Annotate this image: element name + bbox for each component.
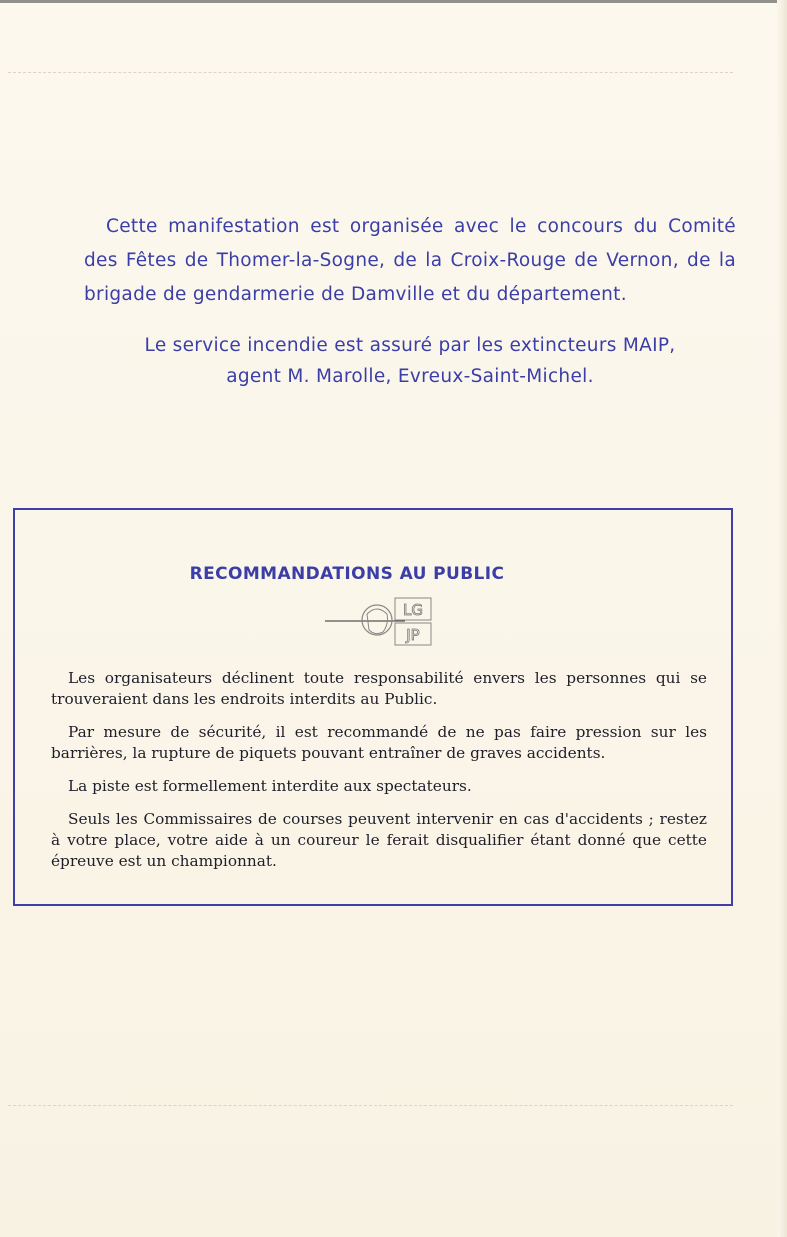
recommendations-list (51, 668, 707, 884)
fold-line-bottom (8, 1105, 733, 1106)
recommendations-box (13, 508, 733, 906)
intro-paragraph-fire-service (84, 330, 736, 392)
recommendation-barriers: Par mesure de sécurité, il est recommandé de ne pas faire pression sur les barrières, la rupture de piquets pouvant entraîner de graves accidents. (51, 723, 707, 762)
fire-service-line-1: Le service incendie est assuré par les extincteurs MAIP, (144, 335, 676, 356)
stamp-letters-top: LG (403, 601, 423, 619)
stamp-letters-bottom: JP (406, 626, 420, 644)
fire-service-line-2: agent M. Marolle, Evreux-Saint-Michel. (226, 366, 594, 387)
recommendation-commissioners: Seuls les Commissaires de courses peuvent intervenir en cas d'accidents ; restez à votre place, votre aide à un coureur le ferait disqualifier étant donné que cette épreuve est un championnat. (51, 810, 707, 870)
page-right-edge (777, 0, 787, 1237)
intro-section (84, 210, 736, 392)
collector-stamp-logo (325, 596, 435, 648)
recommendations-title: RECOMMANDATIONS AU PUBLIC (189, 564, 505, 584)
fold-line-top (8, 72, 733, 73)
recommendation-liability: Les organisateurs déclinent toute responsabilité envers les personnes qui se trouveraient dans les endroits interdits au Public. (51, 669, 707, 708)
intro-paragraph-organizers: Cette manifestation est organisée avec le concours du Comité des Fêtes de Thomer-la-Sogne, de la Croix-Rouge de Vernon, de la brigade de gendarmerie de Damville et du département. (84, 216, 736, 305)
recommendation-track: La piste est formellement interdite aux spectateurs. (68, 777, 472, 795)
page-top-edge (0, 0, 787, 3)
